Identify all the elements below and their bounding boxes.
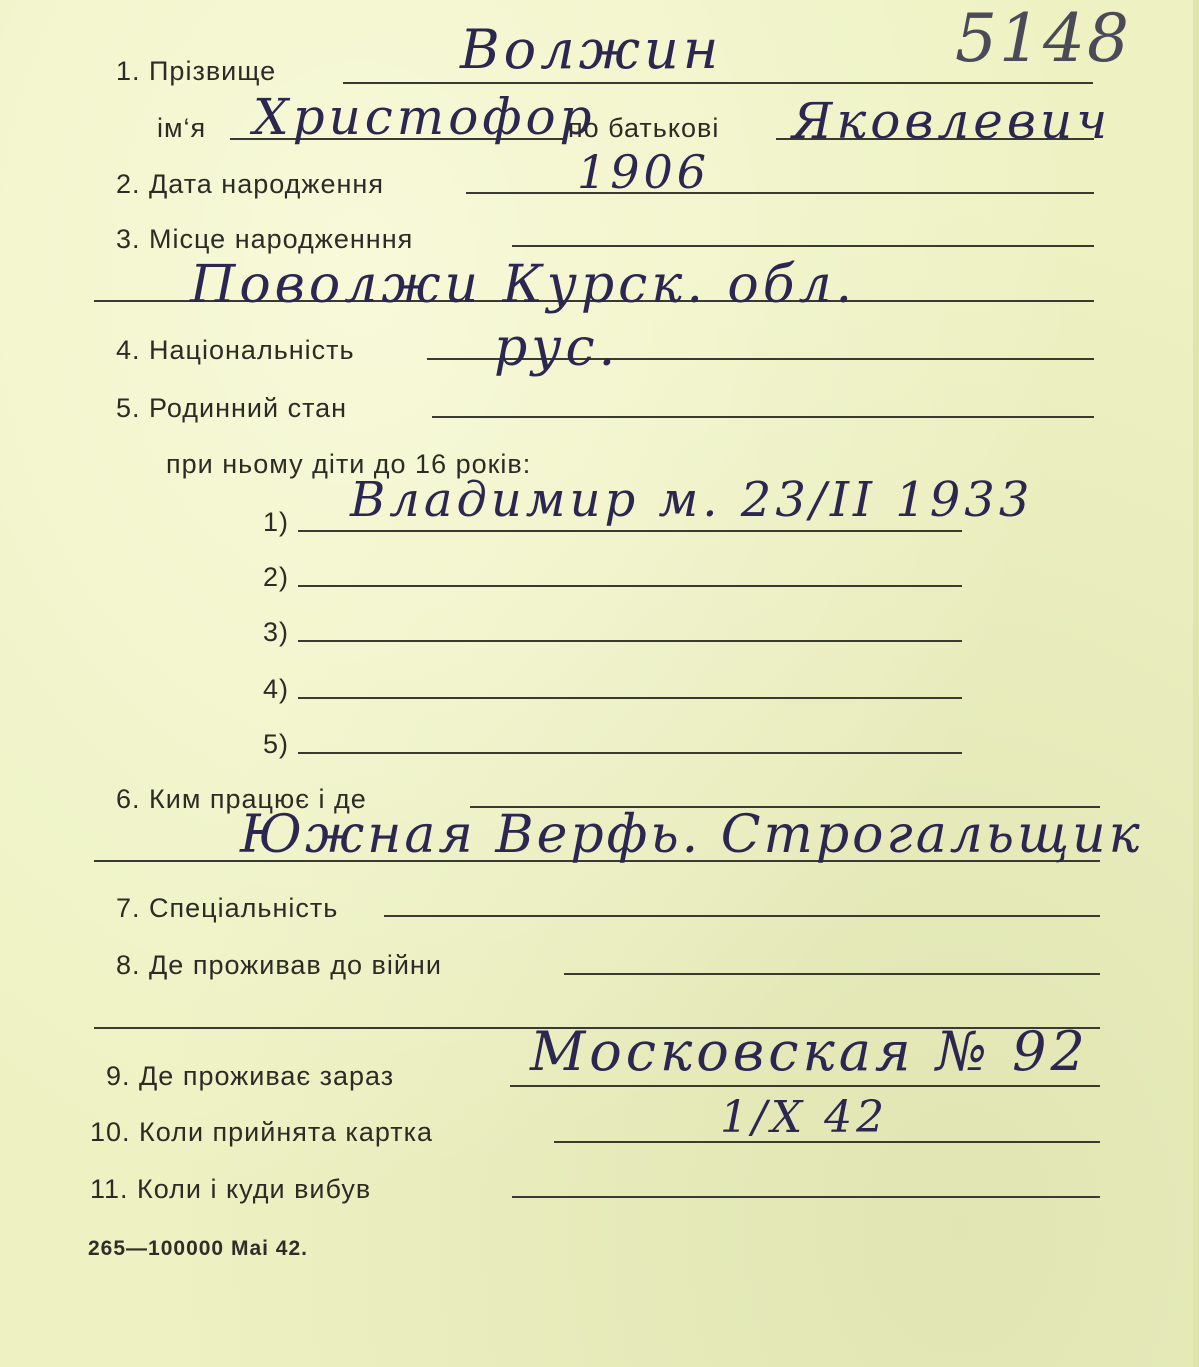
departed-line: [512, 1196, 1100, 1198]
paper-edge: [1193, 0, 1199, 1367]
birthplace-line-1: [512, 245, 1094, 247]
prewar-address-label: 8. Де проживав до війни: [116, 950, 442, 980]
work-value: Южная Верфь. Строгальщик: [240, 805, 1143, 865]
specialty-line: [384, 915, 1100, 917]
children-label: при ньому діти до 16 років:: [166, 449, 532, 479]
nationality-value: рус.: [494, 318, 620, 378]
child-line-3: [298, 640, 962, 642]
child-line-5: [298, 752, 962, 754]
specialty-label: 7. Спеціальність: [116, 893, 339, 923]
departed-label: 11. Коли і куди вибув: [90, 1174, 372, 1204]
child-number-3: 3): [263, 617, 290, 647]
prewar-address-line-1: [564, 973, 1100, 975]
card-number: 5148: [955, 0, 1131, 77]
surname-label: 1. Прізвище: [116, 56, 277, 86]
name-value: Христофор: [253, 88, 596, 146]
birthplace-value: Поволжи Курск. обл.: [190, 255, 857, 315]
child-line-4: [298, 697, 962, 699]
card-accepted-value: 1/X 42: [720, 1092, 889, 1143]
birthdate-line: [466, 192, 1094, 194]
child-number-5: 5): [263, 729, 290, 759]
family-status-label: 5. Родинний стан: [116, 393, 348, 423]
surname-value: Волжин: [460, 18, 723, 81]
birthdate-label: 2. Дата народження: [116, 169, 384, 199]
patronymic-value: Яковлевич: [792, 92, 1112, 150]
child-number-4: 4): [263, 674, 290, 704]
family-status-line: [432, 416, 1094, 418]
name-label: ім‘я: [157, 113, 207, 143]
birth-year-value: 1906: [577, 145, 711, 199]
card-accepted-label: 10. Коли прийнята картка: [90, 1117, 434, 1147]
child-line-1: [298, 530, 962, 532]
current-address-label: 9. Де проживає зараз: [106, 1061, 395, 1091]
nationality-label: 4. Національність: [116, 335, 355, 365]
child-number-1: 1): [263, 507, 290, 537]
child-line-2: [298, 585, 962, 587]
birthplace-label: 3. Місце народженння: [116, 224, 414, 254]
surname-line: [343, 82, 1093, 84]
current-address-value: Московская № 92: [530, 1020, 1089, 1083]
current-address-line: [510, 1085, 1100, 1087]
child-number-2: 2): [263, 562, 290, 592]
print-code: 265—100000 Mai 42.: [88, 1237, 308, 1260]
patronymic-label: по батькові: [568, 113, 720, 143]
child-1-value: Владимир м. 23/II 1933: [350, 472, 1034, 528]
work-label: 6. Ким працює і де: [116, 784, 367, 814]
